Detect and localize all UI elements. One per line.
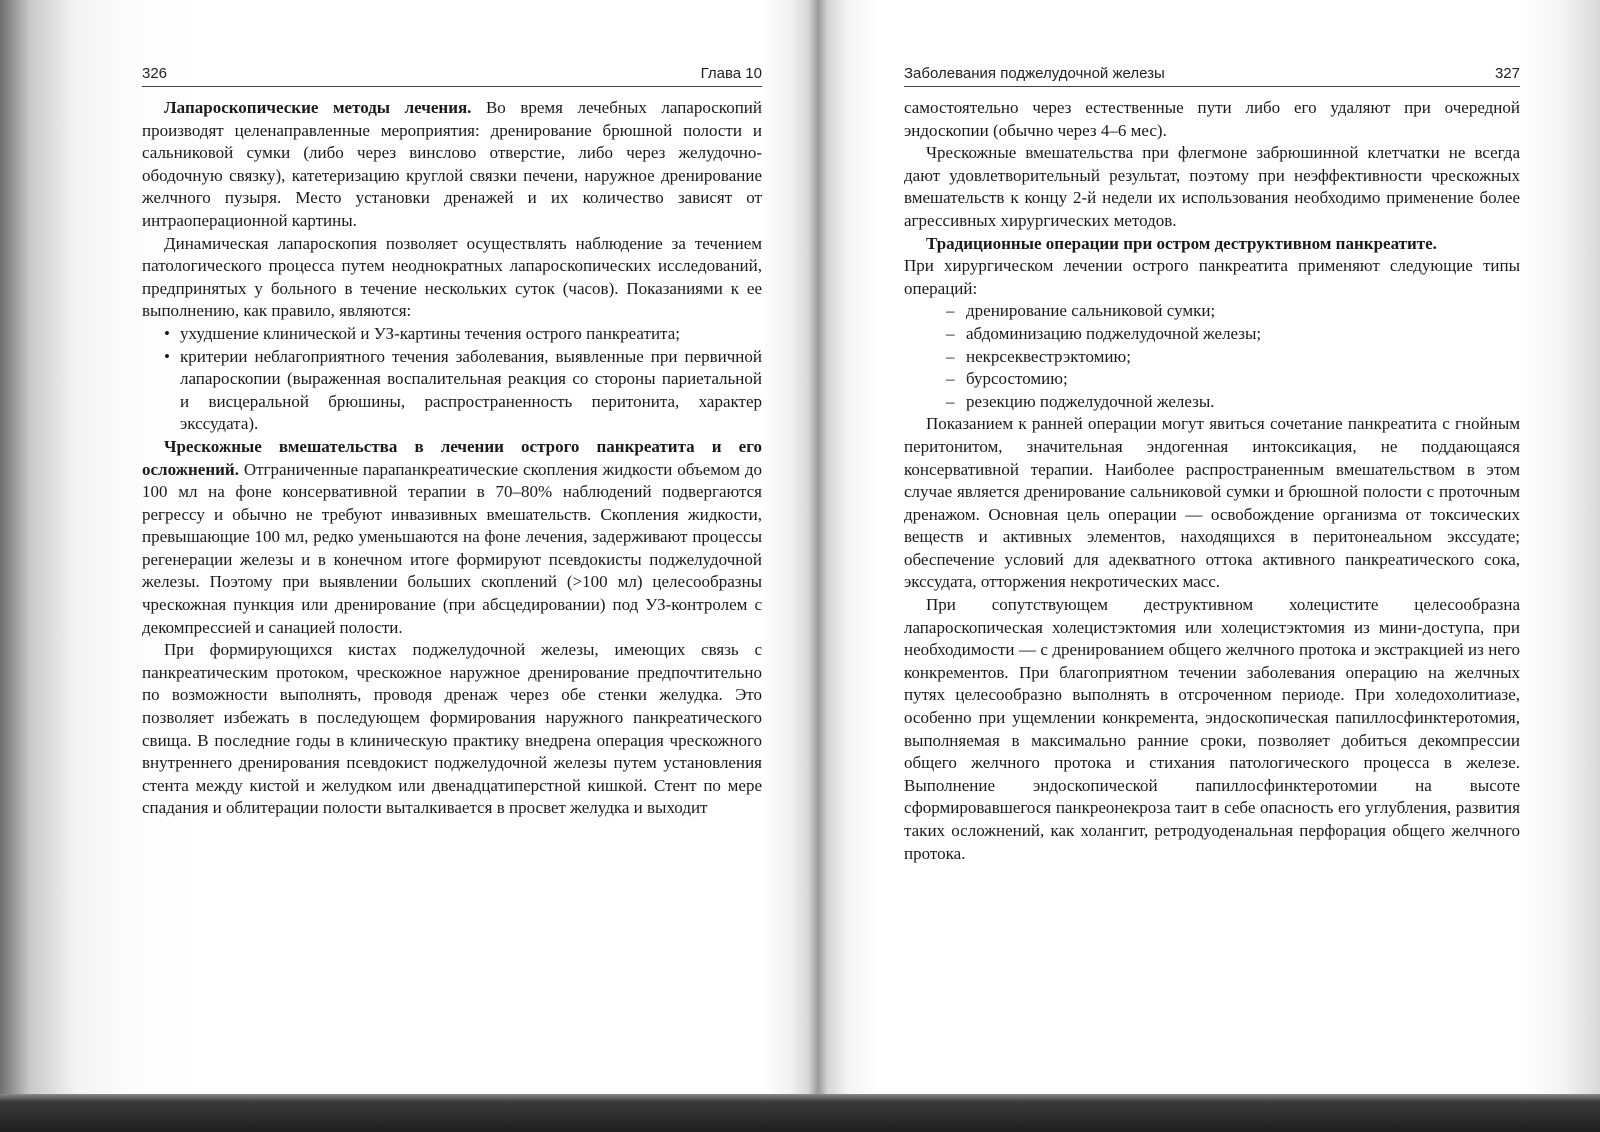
list-item: – бурсостомию; xyxy=(946,368,1520,391)
paragraph xyxy=(142,97,762,233)
list-item: – дренирование сальниковой сумки; xyxy=(946,300,1520,323)
chapter-title: Заболевания поджелудочной железы xyxy=(904,65,1165,82)
list-item: – абдоминизацию поджелудочной железы; xyxy=(946,323,1520,346)
paragraph xyxy=(904,233,1520,256)
bullet-list xyxy=(142,323,762,436)
scan-bottom-edge xyxy=(0,1094,1600,1132)
right-body xyxy=(904,97,1520,865)
dash-list xyxy=(904,300,1520,413)
right-running-head xyxy=(904,60,1520,87)
paragraph: Чрескожные вмешательства при флегмоне забрюшинной клетчатки не всегда дают удовлетворительный результат, поэтому при неэффективности чрескожных вмешательств к концу 2-й недели их использования необходимо применение более агрессивных хирургических методов. xyxy=(904,143,1520,230)
section-heading: Традиционные операции при остром деструктивном панкреатите. xyxy=(926,233,1437,253)
paragraph: При хирургическом лечении острого панкреатита применяют следующие типы операций: xyxy=(904,256,1520,298)
list-item: • ухудшение клинической и УЗ-картины течения острого панкреатита; xyxy=(164,323,762,346)
paragraph: Динамическая лапароскопия позволяет осуществлять наблюдение за течением патологического процесса путем неоднократных лапароскопических исследований, предпринятых у больного в течение нескольких суток (часов). Показаниями к ее выполнению, как правило, являются: xyxy=(142,233,762,321)
section-heading: Лапароскопические методы лечения. xyxy=(164,98,472,117)
paragraph: При сопутствующем деструктивном холецистите целесообразна лапароскопическая холецистэктомия или холецистэктомия из мини-доступа, при необходимости — с дренированием общего желчного протока и экстракцией из него конкрементов. При благоприятном течении заболевания операцию на желчных путях целесообразно выполнять в отсроченном периоде. При холедохолитиазе, особенно при ущемлении конкремента, эндоскопическая папиллосфинктеротомия, выполняемая в максимально ранние сроки, позволяет добиться декомпрессии общего желчного протока и стихания патологического процесса в железе. Выполнение эндоскопической папиллосфинктеротомии на высоте сформировавшегося панкреонекроза таит в себе опасность его углубления, развития таких осложнений, как холангит, ретродуоденальная перфорация общего желчного протока. xyxy=(904,595,1520,863)
paragraph: При формирующихся кистах поджелудочной железы, имеющих связь с панкреатическим протоком, чрескожное наружное дренирование предпочтительно по возможности выполнять, проводя дренаж через обе стенки желудка. Это позволяет избежать в последующем формирования наружного панкреатического свища. В последние годы в клиническую практику внедрена операция чрескожного внутреннего дренирования псевдокист поджелудочной железы путем установления стента между кистой и желудком или двенадцатиперстной кишкой. Стент по мере спадания и облитерации полости выталкивается в просвет желудка и выходит xyxy=(142,640,762,818)
chapter-title: Глава 10 xyxy=(700,65,762,82)
paragraph xyxy=(142,436,762,639)
paragraph: самостоятельно через естественные пути либо его удаляют при очередной эндоскопии (обычно через 4–6 мес). xyxy=(904,98,1520,140)
list-item: – некрсеквестрэктомию; xyxy=(946,346,1520,369)
page-number: 327 xyxy=(1494,65,1520,82)
list-item: – резекцию поджелудочной железы. xyxy=(946,391,1520,414)
left-page xyxy=(142,60,762,820)
section-heading: Чрескожные вмешательства в лечении острого панкреатита и его осложнений. xyxy=(142,436,762,479)
list-item: • критерии неблагоприятного течения заболевания, выявленные при первичной лапароскопии (выраженная воспалительная реакция со стороны париетальной и висцеральной брюшины, распространенность перитонита, характер экссудата). xyxy=(164,346,762,436)
page-number: 326 xyxy=(142,65,168,82)
paragraph-text: Во время лечебных лапароскопий производят целенаправленные мероприятия: дренирование брюшной полости и сальниковой сумки (либо через винслово отверстие, либо через желудочно-ободочную связку), катетеризацию круглой связки печени, наружное дренирование желчного пузыря. Место установки дренажей и их количество зависят от интраоперационной картины. xyxy=(142,98,762,230)
left-running-head xyxy=(142,60,762,87)
paragraph: Показанием к ранней операции могут явиться сочетание панкреатита с гнойным перитонитом, значительная эндогенная интоксикация, не поддающаяся консервативной терапии. Наиболее распространенным вмешательством в этом случае является дренирование сальниковой сумки и брюшной полости с проточным дренажом. Основная цель операции — освобождение организма от токсических веществ и активных элементов, находящихся в перитонеальном экссудате; обеспечение условий для адекватного оттока активного панкреатического сока, экссудата, отторжения некротических масс. xyxy=(904,414,1520,592)
paragraph-text: Отграниченные парапанкреатические скопления жидкости объемом до 100 мл на фоне консервативной терапии в 70–80% наблюдений подвергаются регрессу и обычно не требуют инвазивных вмешательств. Скопления жидкости, превышающие 100 мл, редко уменьшаются на фоне лечения, задерживают процессы регенерации железы и в конечном итоге формируют псевдокисты поджелудочной железы. Поэтому при выявлении больших скоплений (>100 мл) целесообразны чрескожная пункция или дренирование (при абсцедировании) под УЗ-контролем с декомпрессией и санацией полости. xyxy=(142,459,762,637)
left-body xyxy=(142,97,762,820)
right-page xyxy=(904,60,1520,865)
